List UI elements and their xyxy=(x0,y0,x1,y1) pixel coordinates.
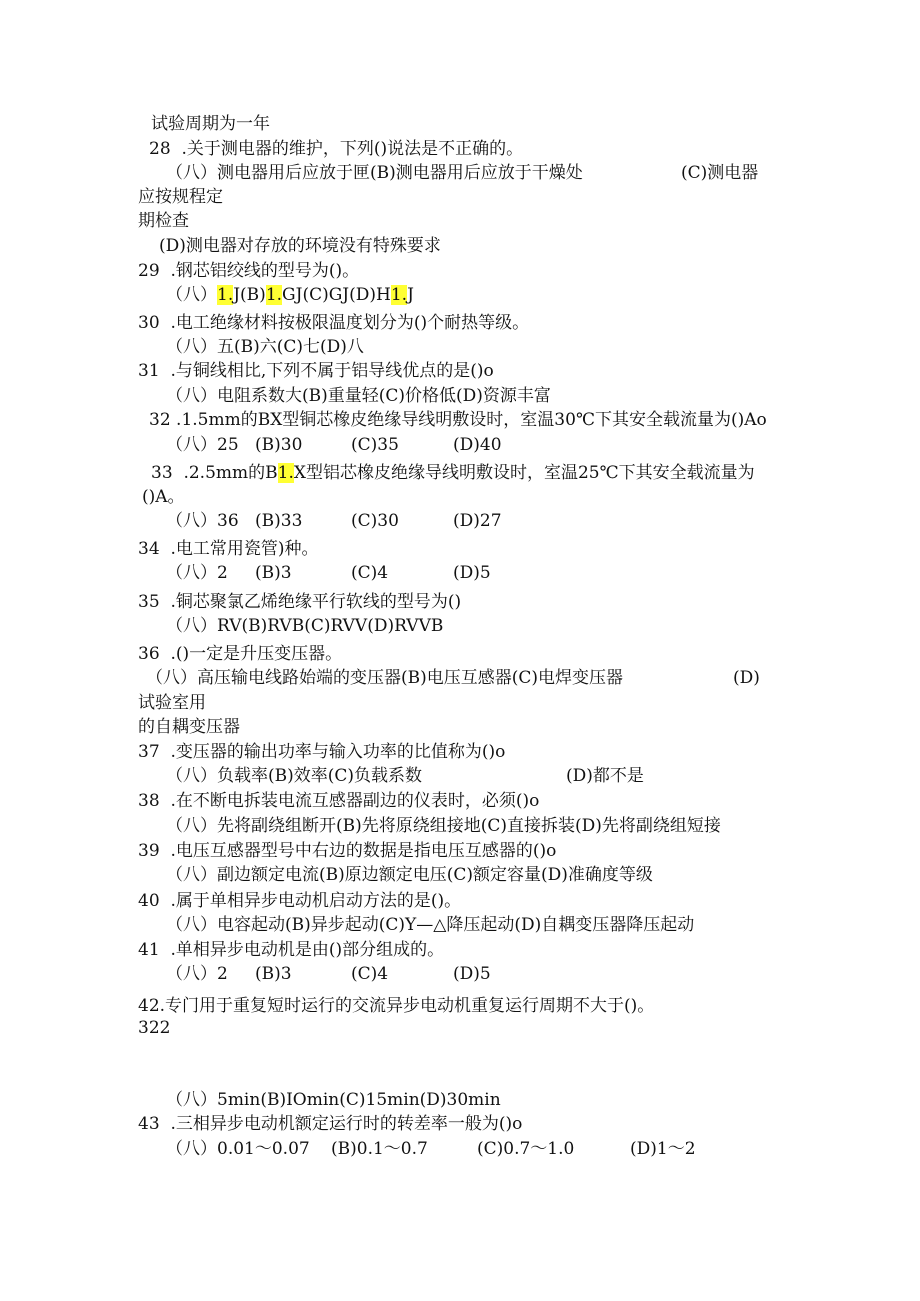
question-40-options: （八）电容起动(B)异步起动(C)Y—△降压起动(D)自耦变压器降压起动 xyxy=(166,915,695,935)
text-line: 期检查 xyxy=(138,211,189,231)
question-32-option-d: (D)40 xyxy=(453,435,502,455)
question-31: 31 .与铜线相比,下列不属于铝导线优点的是()o xyxy=(138,361,494,381)
question-28-options: （八）测电器用后应放于匣(B)测电器用后应放于干燥处 xyxy=(166,163,583,183)
question-34-option-c: (C)4 xyxy=(351,563,389,583)
question-33-option-d: (D)27 xyxy=(453,511,502,531)
highlight-mark: 1. xyxy=(277,463,294,483)
question-32-option-a: （八）25 xyxy=(166,435,239,455)
question-37: 37 .变压器的输出功率与输入功率的比值称为()o xyxy=(138,742,506,762)
text-line: 的自耦变压器 xyxy=(138,717,240,737)
highlight-mark: 1. xyxy=(217,285,234,305)
question-41-option-a: （八）2 xyxy=(166,964,228,984)
question-43-option-b: (B)0.1～0.7 xyxy=(331,1139,428,1159)
question-41-option-d: (D)5 xyxy=(453,964,491,984)
question-37-option-d: (D)都不是 xyxy=(566,766,644,786)
text-line: 应按规程定 xyxy=(138,187,223,207)
question-28: 28 .关于测电器的维护，下列()说法是不正确的。 xyxy=(149,139,524,159)
question-37-options: （八）负载率(B)效率(C)负载系数 xyxy=(166,766,423,786)
question-34: 34 .电工常用瓷管)种。 xyxy=(138,539,319,559)
question-30: 30 .电工绝缘材料按极限温度划分为()个耐热等级。 xyxy=(138,313,530,333)
question-36-options: （八）高压输电线路始端的变压器(B)电压互感器(C)电焊变压器 xyxy=(146,668,624,688)
question-35: 35 .铜芯聚氯乙烯绝缘平行软线的型号为() xyxy=(138,592,462,612)
question-33: 33 .2.5mm的B1.X型铝芯橡皮绝缘导线明敷设时，室温25℃下其安全载流量为 xyxy=(151,463,755,483)
question-31-options: （八）电阻系数大(B)重量轻(C)价格低(D)资源丰富 xyxy=(166,386,551,406)
question-43-option-c: (C)0.7～1.0 xyxy=(477,1139,575,1159)
question-28-option-c: (C)测电器 xyxy=(681,163,759,183)
question-42: 42.专门用于重复短时运行的交流异步电动机重复运行周期不大于()。 xyxy=(138,996,655,1016)
question-33-option-c: (C)30 xyxy=(351,511,399,531)
highlight-mark: 1. xyxy=(265,285,283,305)
question-36-option-d: (D) xyxy=(733,668,760,688)
question-32-option-b: (B)30 xyxy=(255,435,303,455)
question-34-option-d: (D)5 xyxy=(453,563,491,583)
question-29: 29 .钢芯铝绞线的型号为()。 xyxy=(138,261,360,281)
question-33-option-a: （八）36 xyxy=(166,511,239,531)
question-43: 43 .三相异步电动机额定运行时的转差率一般为()o xyxy=(138,1114,523,1134)
question-41: 41 .单相异步电动机是由()部分组成的。 xyxy=(138,940,445,960)
page-number: 322 xyxy=(138,1018,171,1038)
question-42-options: （八）5min(B)IOmin(C)15min(D)30min xyxy=(166,1090,501,1110)
text-line: ()A。 xyxy=(142,487,185,507)
question-43-option-d: (D)1～2 xyxy=(630,1139,696,1159)
question-43-option-a: （八）0.01～0.07 xyxy=(166,1139,310,1159)
question-41-option-b: (B)3 xyxy=(255,964,292,984)
text-line: 试验室用 xyxy=(138,693,206,713)
question-38-options: （八）先将副绕组断开(B)先将原绕组接地(C)直接拆装(D)先将副绕组短接 xyxy=(166,816,721,836)
question-36: 36 .()一定是升压变压器。 xyxy=(138,644,343,664)
question-29-options: （八）1.J(B)1.GJ(C)GJ(D)H1.J xyxy=(166,285,414,305)
question-28-option-d: (D)测电器对存放的环境没有特殊要求 xyxy=(159,236,441,256)
question-35-options: （八）RV(B)RVB(C)RVV(D)RVVB xyxy=(166,616,444,636)
highlight-mark: 1. xyxy=(390,285,408,305)
question-34-option-b: (B)3 xyxy=(255,563,292,583)
question-41-option-c: (C)4 xyxy=(351,964,389,984)
question-38: 38 .在不断电拆装电流互感器副边的仪表时，必须()o xyxy=(138,791,540,811)
question-39-options: （八）副边额定电流(B)原边额定电压(C)额定容量(D)准确度等级 xyxy=(166,865,653,885)
text-line: 试验周期为一年 xyxy=(151,114,270,134)
question-33-option-b: (B)33 xyxy=(255,511,303,531)
question-39: 39 .电压互感器型号中右边的数据是指电压互感器的()o xyxy=(138,841,557,861)
question-32: 32 .1.5mm的BX型铜芯橡皮绝缘导线明敷设时，室温30℃下其安全载流量为()Ao xyxy=(149,410,767,430)
question-40: 40 .属于单相异步电动机启动方法的是()。 xyxy=(138,891,462,911)
question-30-options: （八）五(B)六(C)七(D)八 xyxy=(166,337,364,357)
question-34-option-a: （八）2 xyxy=(166,563,228,583)
question-32-option-c: (C)35 xyxy=(351,435,399,455)
